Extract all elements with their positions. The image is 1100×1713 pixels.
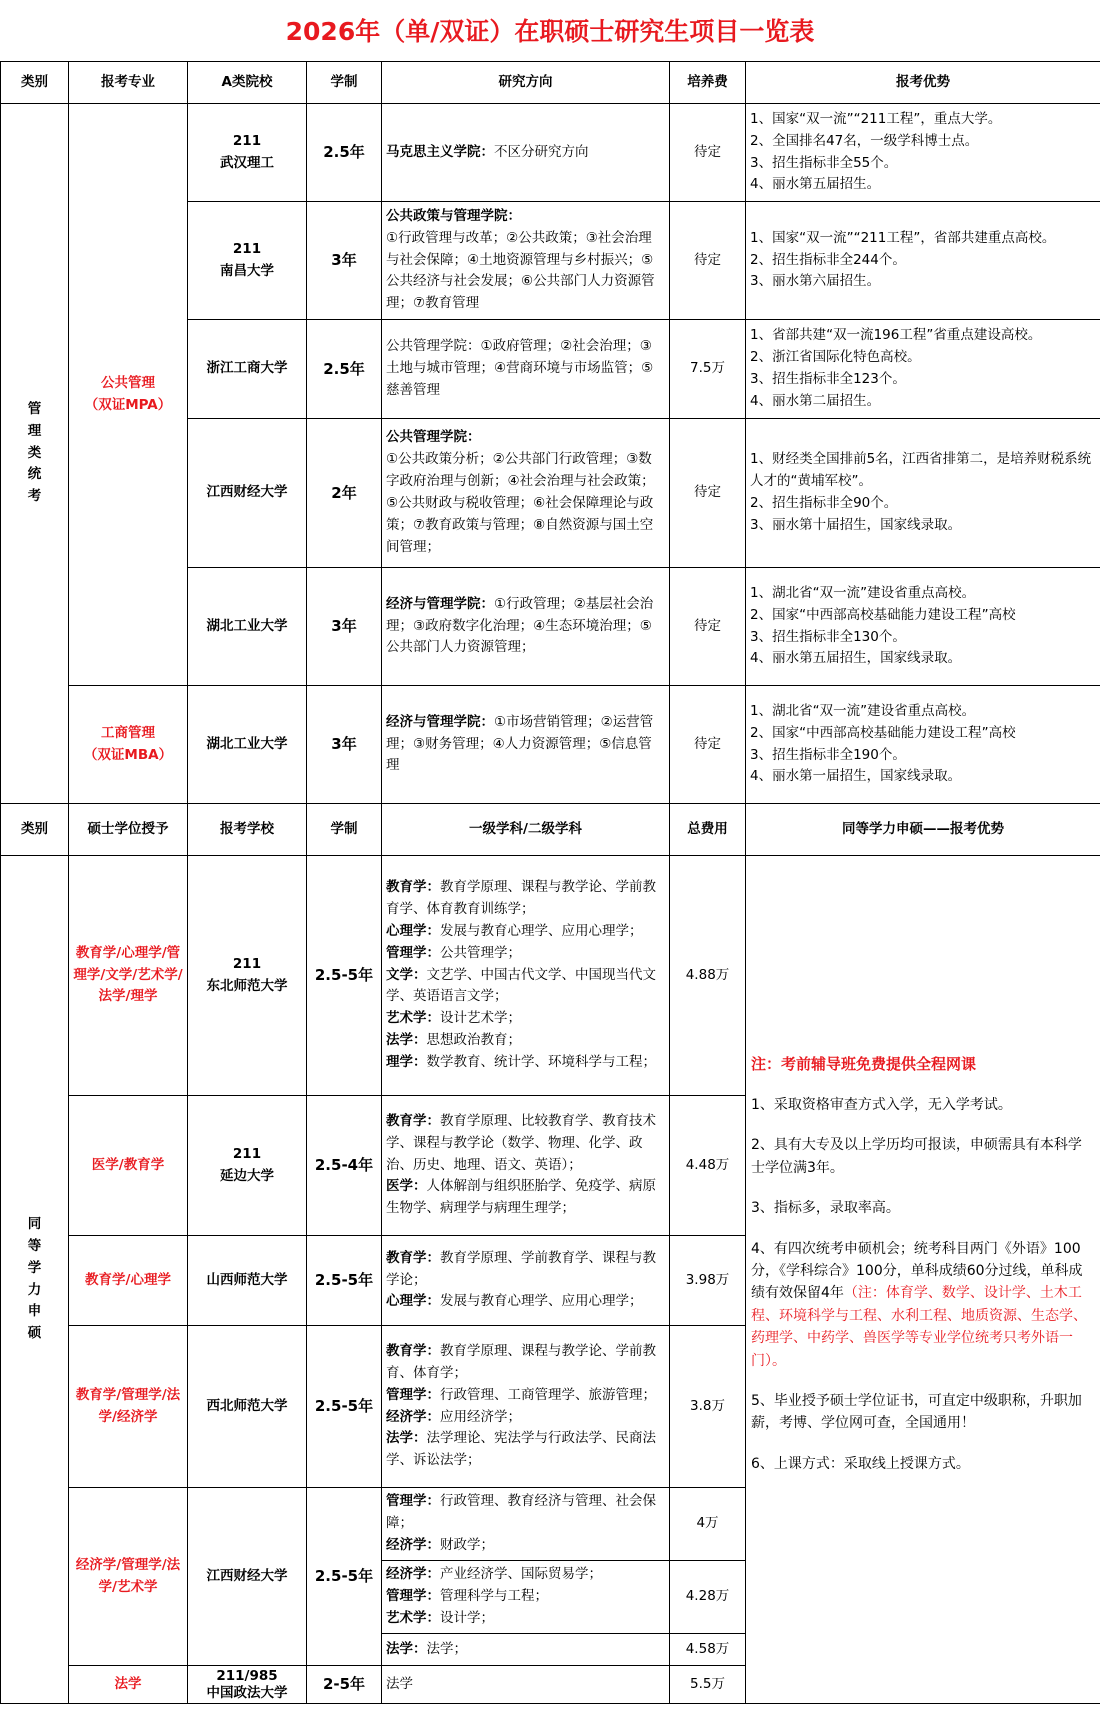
category-label: 同等学力申硕 xyxy=(27,1215,42,1342)
subjects-cell xyxy=(382,1326,670,1488)
degree-cell: 教育学/心理学/管理学/文学/艺术学/法学/理学 xyxy=(69,856,188,1096)
program-table xyxy=(0,61,1100,1704)
advantage-cell xyxy=(746,686,1100,804)
subject-line xyxy=(386,1564,665,1586)
school-cell: 浙江工商大学 xyxy=(188,320,307,419)
school-cell: 江西财经大学 xyxy=(188,1488,307,1666)
header-cell: 研究方向 xyxy=(382,62,670,104)
duration-cell: 2年 xyxy=(307,419,382,568)
advantage-item: 3、丽水第十届招生，国家线录取。 xyxy=(750,516,962,533)
subject-value: 教育学原理、课程与教学论、学前教育学、体育教育训练学； xyxy=(386,879,656,917)
header-cell: 报考学校 xyxy=(188,804,307,856)
fee-cell: 待定 xyxy=(670,568,746,686)
direction-label: 公共管理学院： xyxy=(386,429,481,446)
degree-cell: 教育学/管理学/法学/经济学 xyxy=(69,1326,188,1488)
subject-value: 教育学原理、学前教育学、课程与教学论； xyxy=(386,1249,656,1288)
direction-text: 不区分研究方向 xyxy=(494,143,589,160)
duration-cell: 3年 xyxy=(307,686,382,804)
duration-cell: 2.5年 xyxy=(307,104,382,202)
duration-cell: 2.5-5年 xyxy=(307,1488,382,1666)
subject-key: 教育学： xyxy=(386,1249,440,1266)
fee-cell: 待定 xyxy=(670,104,746,202)
header-row-2 xyxy=(1,804,1100,856)
subject-key: 文学： xyxy=(386,966,427,983)
duration-cell: 2.5-4年 xyxy=(307,1096,382,1236)
subject-value: 公共管理学； xyxy=(440,944,521,961)
header-cell: 类别 xyxy=(1,62,69,104)
direction-text: 公共管理学院：①政府管理；②社会治理；③土地与城市管理；④营商环境与市场监管；⑤慈善管理 xyxy=(386,338,654,398)
subject-line xyxy=(386,1111,665,1177)
advantage-item: 2、国家“中西部高校基础能力建设工程”高校 xyxy=(750,606,1016,623)
subject-key: 法学： xyxy=(386,1430,427,1447)
subject-line xyxy=(386,1608,665,1630)
fee-cell: 待定 xyxy=(670,202,746,320)
advantage-note-red: （注：体育学、数学、设计学、土木工程、环境科学与工程、水利工程、地质资源、生态学、药理学、中药学、兽医学等专业学位统考只考外语一门）。 xyxy=(751,1285,1087,1369)
subject-line xyxy=(386,1491,665,1535)
subject-key: 管理学： xyxy=(386,944,440,961)
advantage-item: 2、招生指标非全244个。 xyxy=(750,251,906,268)
advantage-item: 2、浙江省国际化特色高校。 xyxy=(750,349,921,366)
subject-value: 法学理论、宪法学与行政法学、民商法学、诉讼法学； xyxy=(386,1430,656,1469)
fee-cell: 4.28万 xyxy=(670,1561,746,1634)
advantage-item: 1、省部共建“双一流196工程”省重点建设高校。 xyxy=(750,327,1042,344)
table-row xyxy=(1,104,1100,202)
subject-key: 经济学： xyxy=(386,1408,440,1425)
advantage-item: 1、采取资格审查方式入学，无入学考试。 xyxy=(751,1097,1012,1113)
subject-key: 艺术学： xyxy=(386,1010,440,1027)
advantage-item: 4、丽水第一届招生，国家线录取。 xyxy=(750,768,962,785)
fee-cell: 待定 xyxy=(670,419,746,568)
subject-value: 教育学原理、课程与教学论、学前教育、体育学； xyxy=(386,1342,656,1381)
subject-key: 管理学： xyxy=(386,1493,440,1510)
note-text: 注：考前辅导班免费提供全程网课 xyxy=(751,1055,977,1073)
advantage-item: 1、财经类全国排前5名，江西省排第二，是培养财税系统人才的“黄埔军校”。 xyxy=(750,451,1092,490)
subject-value: 人体解剖与组织胚胎学、免疫学、病原生物学、病理学与病理生理学； xyxy=(386,1178,656,1217)
advantage-item: 2、全国排名47名，一级学科博士点。 xyxy=(750,132,979,149)
duration-cell: 3年 xyxy=(307,568,382,686)
subject-value: 管理科学与工程； xyxy=(440,1588,548,1605)
advantage-item: 6、上课方式：采取线上授课方式。 xyxy=(751,1455,970,1472)
subject-line xyxy=(386,1176,665,1220)
advantage-item: 3、招生指标非全55个。 xyxy=(750,154,898,171)
subject-value: 思想政治教育； xyxy=(426,1032,521,1049)
fee-cell: 4万 xyxy=(670,1488,746,1561)
major-cell: 工商管理 （双证MBA） xyxy=(69,686,188,804)
direction-label: 经济与管理学院： xyxy=(386,595,494,612)
advantage-text: 4、有四次统考申硕机会；统考科目两门《外语》100分，《学科综合》100分，单科成绩60分过线，单科成绩有效保留4年 xyxy=(751,1240,1083,1302)
advantage-item: 1、国家“双一流”“211工程”，省部共建重点高校。 xyxy=(750,229,1056,246)
subjects-cell xyxy=(382,1561,670,1634)
subject-value: 发展与教育心理学、应用心理学； xyxy=(440,1293,643,1310)
subjects-cell xyxy=(382,1236,670,1326)
subject-line xyxy=(386,1052,665,1074)
subject-value: 文艺学、中国古代文学、中国现当代文学、英语语言文学； xyxy=(386,966,656,1005)
subject-value: 数学教育、统计学、环境科学与工程； xyxy=(426,1054,656,1070)
subject-line xyxy=(386,1535,665,1557)
subject-value: 设计艺术学； xyxy=(440,1010,521,1027)
subjects-cell: 法学 xyxy=(382,1666,670,1704)
subjects-cell xyxy=(382,1634,670,1666)
school-cell: 西北师范大学 xyxy=(188,1326,307,1488)
advantage-item: 4、丽水第二届招生。 xyxy=(750,392,881,409)
subject-key: 经济学： xyxy=(386,1566,440,1583)
header-cell: 总费用 xyxy=(670,804,746,856)
subject-value: 财政学； xyxy=(440,1536,494,1553)
subject-key: 艺术学： xyxy=(386,1609,440,1626)
subject-key: 教育学： xyxy=(386,879,440,896)
direction-label: 经济与管理学院： xyxy=(386,713,494,730)
subjects-cell xyxy=(382,856,670,1096)
subject-line xyxy=(386,1291,665,1313)
subject-key: 法学： xyxy=(386,1640,427,1657)
duration-cell: 2.5-5年 xyxy=(307,856,382,1096)
subject-key: 法学： xyxy=(386,1032,427,1049)
school-cell: 211 南昌大学 xyxy=(188,202,307,320)
category-label: 管理类统考 xyxy=(27,400,42,505)
header-cell: A类院校 xyxy=(188,62,307,104)
fee-cell: 待定 xyxy=(670,686,746,804)
subject-key: 管理学： xyxy=(386,1588,440,1605)
direction-cell xyxy=(382,320,670,419)
direction-label: 马克思主义学院： xyxy=(386,143,494,160)
school-cell: 211 延边大学 xyxy=(188,1096,307,1236)
subject-line xyxy=(386,877,665,921)
subjects-cell xyxy=(382,1096,670,1236)
advantage-item: 3、指标多，录取率高。 xyxy=(751,1200,900,1217)
subject-line xyxy=(386,1586,665,1608)
direction-cell xyxy=(382,686,670,804)
degree-cell: 法学 xyxy=(69,1666,188,1704)
subject-line xyxy=(386,921,665,943)
direction-cell xyxy=(382,202,670,320)
school-cell: 211/985 中国政法大学 xyxy=(188,1666,307,1704)
advantage-item: 2、招生指标非全90个。 xyxy=(750,495,898,511)
header-cell: 一级学科/二级学科 xyxy=(382,804,670,856)
subject-value: 产业经济学、国际贸易学； xyxy=(440,1566,602,1583)
header-cell: 类别 xyxy=(1,804,69,856)
direction-cell xyxy=(382,568,670,686)
advantage-item: 3、招生指标非全130个。 xyxy=(750,628,906,645)
subject-value: 发展与教育心理学、应用心理学； xyxy=(440,922,643,939)
subject-value: 法学； xyxy=(426,1640,467,1657)
direction-text: ①行政管理与改革；②公共政策；③社会治理与社会保障；④土地资源管理与乡村振兴；⑤公共经济与社会发展；⑥公共部门人力资源管理；⑦教育管理 xyxy=(386,229,655,312)
subject-line xyxy=(386,1248,665,1292)
advantage-cell xyxy=(746,419,1100,568)
school-cell: 江西财经大学 xyxy=(188,419,307,568)
fee-cell: 4.48万 xyxy=(670,1096,746,1236)
header-cell: 培养费 xyxy=(670,62,746,104)
advantage-item: 5、毕业授予硕士学位证书，可直定中级职称，升职加薪，考博、学位网可查，全国通用！ xyxy=(751,1392,1082,1432)
subject-key: 心理学： xyxy=(386,922,440,939)
header-row-1 xyxy=(1,62,1100,104)
header-cell: 学制 xyxy=(307,62,382,104)
subject-line xyxy=(386,1008,665,1030)
header-cell: 硕士学位授予 xyxy=(69,804,188,856)
subject-key: 教育学： xyxy=(386,1342,440,1359)
major-cell: 公共管理 （双证MPA） xyxy=(69,104,188,686)
direction-text: ①公共政策分析；②公共部门行政管理；③数字政府治理与创新；④社会治理与社会政策；⑤公共财政与税收管理；⑥社会保障理论与政策；⑦教育政策与管理；⑧自然资源与国土空间管理； xyxy=(386,451,655,555)
duration-cell: 2.5年 xyxy=(307,320,382,419)
header-cell: 报考优势 xyxy=(746,62,1100,104)
advantage-cell xyxy=(746,202,1100,320)
advantage-item: 3、招生指标非全190个。 xyxy=(750,746,906,763)
advantage-item: 1、国家“双一流”“211工程”，重点大学。 xyxy=(750,110,1002,127)
subject-line xyxy=(386,1385,665,1407)
subject-line xyxy=(386,1030,665,1052)
duration-cell: 2.5-5年 xyxy=(307,1326,382,1488)
subject-value: 应用经济学； xyxy=(440,1408,521,1425)
table-row xyxy=(1,686,1100,804)
advantage-item xyxy=(751,1238,1094,1372)
subject-value: 行政管理、工商管理学、旅游管理； xyxy=(440,1386,656,1403)
duration-cell: 3年 xyxy=(307,202,382,320)
advantage-cell xyxy=(746,104,1100,202)
subjects-cell xyxy=(382,1488,670,1561)
subject-value: 设计学； xyxy=(440,1609,494,1626)
subject-key: 心理学： xyxy=(386,1293,440,1310)
direction-cell xyxy=(382,419,670,568)
direction-text: ①行政管理；②基层社会治理；③政府数字化治理；④生态环境治理；⑤公共部门人力资源管理； xyxy=(386,595,654,656)
subject-line xyxy=(386,1428,665,1472)
subject-value: 行政管理、教育经济与管理、社会保障； xyxy=(386,1493,656,1532)
direction-cell xyxy=(382,104,670,202)
header-cell: 同等学力申硕——报考优势 xyxy=(746,804,1100,856)
fee-cell: 3.98万 xyxy=(670,1236,746,1326)
subject-key: 管理学： xyxy=(386,1386,440,1403)
subject-line xyxy=(386,1407,665,1429)
table-row xyxy=(1,856,1100,1096)
advantage-item: 3、丽水第六届招生。 xyxy=(750,273,881,290)
duration-cell: 2.5-5年 xyxy=(307,1236,382,1326)
subject-key: 医学： xyxy=(386,1178,427,1195)
subject-key: 教育学： xyxy=(386,1112,440,1129)
advantage-cell xyxy=(746,568,1100,686)
page-title: 2026年（单/双证）在职硕士研究生项目一览表 xyxy=(285,17,815,46)
direction-text: ①市场营销管理；②运营管理；③财务管理；④人力资源管理；⑤信息管理 xyxy=(386,713,654,774)
advantage-item: 3、招生指标非全123个。 xyxy=(750,371,906,387)
advantage-cell xyxy=(746,320,1100,419)
school-cell: 211 东北师范大学 xyxy=(188,856,307,1096)
direction-label: 公共政策与管理学院： xyxy=(386,207,521,224)
advantage-item: 1、湖北省“双一流”建设省重点高校。 xyxy=(750,702,976,719)
advantage-item: 4、丽水第五届招生，国家线录取。 xyxy=(750,650,962,667)
advantage-item: 1、湖北省“双一流”建设省重点高校。 xyxy=(750,584,976,601)
school-cell: 湖北工业大学 xyxy=(188,568,307,686)
advantage-cell-2 xyxy=(746,856,1100,1704)
advantage-item: 2、具有大专及以上学历均可报读，申硕需具有本科学士学位满3年。 xyxy=(751,1137,1082,1176)
duration-cell: 2-5年 xyxy=(307,1666,382,1704)
subject-line xyxy=(386,965,665,1009)
fee-cell: 7.5万 xyxy=(670,320,746,419)
subject-value: 教育学原理、比较教育学、教育技术学、课程与教学论（数学、物理、化学、政治、历史、地理、语文、英语）； xyxy=(386,1112,656,1173)
category-cell xyxy=(1,104,69,804)
fee-cell: 4.88万 xyxy=(670,856,746,1096)
degree-cell: 医学/教育学 xyxy=(69,1096,188,1236)
header-cell: 学制 xyxy=(307,804,382,856)
advantage-item: 2、国家“中西部高校基础能力建设工程”高校 xyxy=(750,724,1016,741)
fee-cell: 4.58万 xyxy=(670,1634,746,1666)
subject-line xyxy=(386,943,665,965)
degree-cell: 教育学/心理学 xyxy=(69,1236,188,1326)
category-cell xyxy=(1,856,69,1704)
subject-key: 经济学： xyxy=(386,1536,440,1553)
subject-line xyxy=(386,1639,665,1661)
subject-line xyxy=(386,1341,665,1385)
degree-cell: 经济学/管理学/法学/艺术学 xyxy=(69,1488,188,1666)
school-cell: 211 武汉理工 xyxy=(188,104,307,202)
school-cell: 湖北工业大学 xyxy=(188,686,307,804)
header-cell: 报考专业 xyxy=(69,62,188,104)
subject-key: 理学： xyxy=(386,1054,427,1070)
fee-cell: 5.5万 xyxy=(670,1666,746,1704)
advantage-item: 4、丽水第五届招生。 xyxy=(750,176,881,193)
fee-cell: 3.8万 xyxy=(670,1326,746,1488)
school-cell: 山西师范大学 xyxy=(188,1236,307,1326)
